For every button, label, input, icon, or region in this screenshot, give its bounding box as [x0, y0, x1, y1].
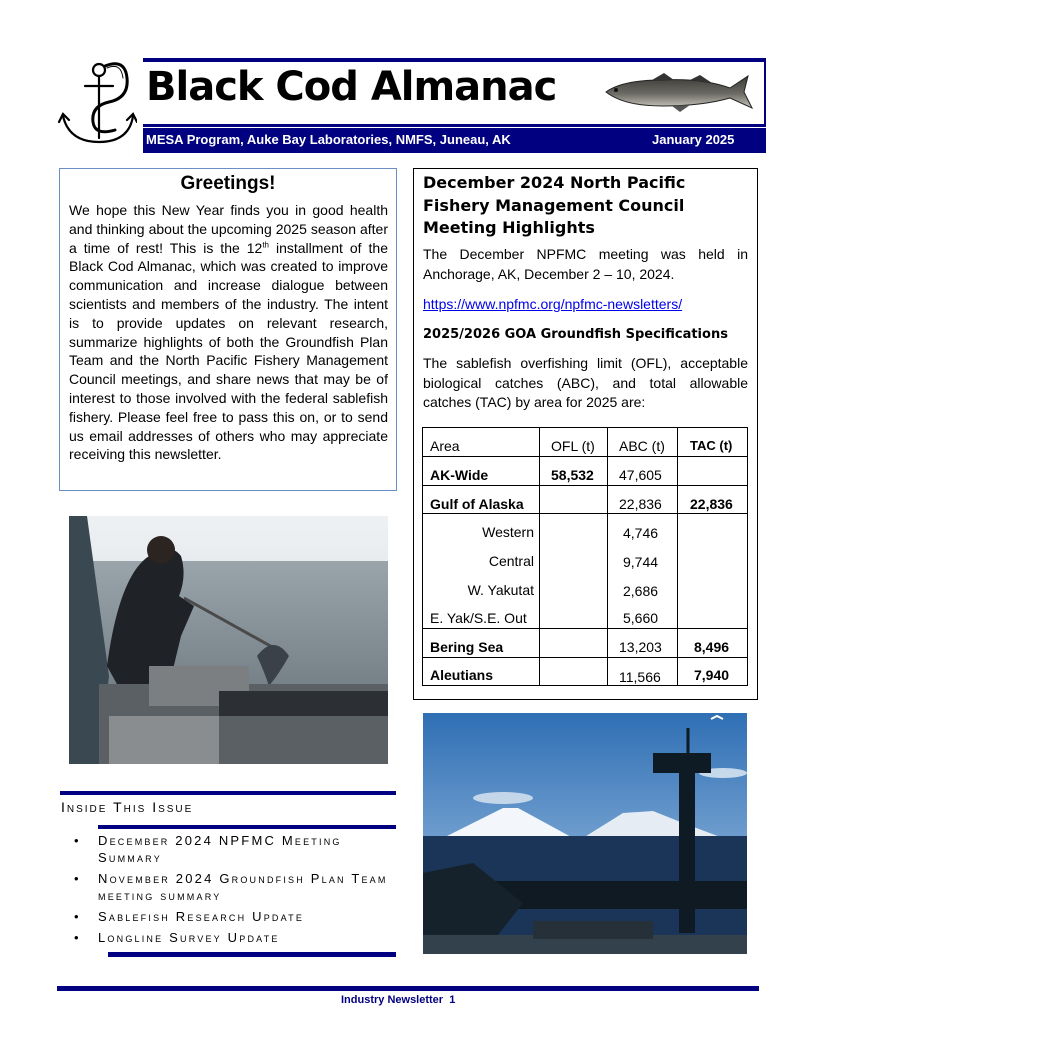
npfmc-paragraph: The December NPFMC meeting was held in Anchorage, AK, December 2 – 10, 2024. — [423, 246, 748, 282]
table-rule — [539, 427, 540, 686]
table-header: TAC (t) — [690, 438, 733, 453]
table-cell-area: Central — [488, 553, 534, 569]
greetings-text-2: installment of the Black Cod Almanac, which was created to improve communication and increase dialogue between scientists and members of the industry. The intent is to provide updates on relevant research, summarize highlights of both the Groundfish Plan Team and the North Pacific Fishery Management Council meetings, and share news that may be of interest to those involved with the federal sablefish fishery. Please feel free to pass this on, or to send us email addresses of others who may appreciate receiving this newsletter. — [69, 239, 388, 463]
npfmc-newsletter-link[interactable]: https://www.npfmc.org/npfmc-newsletters/ — [423, 296, 683, 312]
table-cell-abc: 4,746 — [623, 525, 659, 541]
table-rule — [422, 456, 748, 457]
greetings-superscript: th — [262, 239, 269, 249]
inside-issue-item[interactable]: • December 2024 NPFMC Meeting Summary — [74, 832, 404, 866]
table-rule — [422, 427, 423, 686]
table-cell-abc: 47,605 — [619, 467, 662, 483]
table-rule — [677, 427, 678, 686]
inside-issue-heading: Inside This Issue — [61, 799, 194, 815]
sablefish-icon — [602, 70, 754, 112]
table-cell-ofl: 58,532 — [551, 467, 594, 483]
inside-issue-bottom-rule — [108, 952, 396, 957]
table-rule — [422, 628, 748, 629]
inside-issue-item[interactable]: • November 2024 Groundfish Plan Team meeting summary — [74, 870, 404, 904]
table-cell-abc: 2,686 — [623, 583, 659, 599]
fisherman-photo — [69, 516, 388, 764]
table-rule — [422, 427, 748, 428]
table-cell-area: Bering Sea — [430, 639, 504, 655]
table-cell-area: Western — [482, 524, 534, 540]
footer-rule — [57, 986, 759, 991]
masthead-date: January 2025 — [652, 132, 735, 147]
inside-issue-list — [74, 832, 404, 950]
table-cell-tac: 8,496 — [694, 639, 730, 655]
anchor-icon — [55, 58, 137, 150]
table-rule — [607, 427, 608, 686]
table-cell-abc: 13,203 — [619, 639, 662, 655]
table-cell-area: Aleutians — [430, 667, 494, 683]
inside-issue-top-rule — [60, 791, 396, 795]
table-cell-area: Gulf of Alaska — [430, 496, 524, 512]
specs-heading: 2025/2026 GOA Groundfish Specifications — [423, 327, 728, 342]
table-header: ABC (t) — [619, 438, 665, 454]
greetings-title: Greetings! — [180, 173, 276, 194]
table-rule — [422, 485, 748, 486]
table-cell-abc: 11,566 — [619, 669, 661, 685]
table-rule — [422, 657, 748, 658]
table-header: OFL (t) — [551, 438, 595, 454]
table-cell-area: E. Yak/S.E. Out — [430, 610, 527, 626]
ship-volcano-photo — [423, 713, 747, 954]
table-rule — [747, 427, 748, 686]
table-cell-abc: 22,836 — [619, 496, 662, 512]
inside-issue-item[interactable]: • Sablefish Research Update — [74, 908, 404, 925]
page-number: 1 — [449, 994, 456, 1006]
specs-paragraph: The sablefish overfishing limit (OFL), acceptable biological catches (ABC), and total allowable catches (TAC) by area for 2025 are: — [423, 355, 748, 410]
table-rule — [422, 685, 748, 686]
table-cell-tac: 22,836 — [690, 496, 733, 512]
inside-issue-mid-rule — [98, 825, 396, 829]
greetings-text-1: We hope this New Year finds you in good health and thinking about the upcoming 2025 season after a time of rest! This is the 12 — [69, 202, 388, 256]
inside-issue-item[interactable]: • Longline Survey Update — [74, 929, 404, 946]
newsletter-title: Black Cod Almanac — [146, 64, 557, 110]
table-cell-area: AK-Wide — [430, 467, 489, 483]
catch-limits-table — [422, 427, 748, 686]
table-rule — [422, 513, 748, 514]
greetings-body — [69, 201, 388, 464]
table-cell-tac: 7,940 — [694, 667, 730, 683]
masthead-organization: MESA Program, Auke Bay Laboratories, NMFS, Juneau, AK — [146, 132, 511, 147]
table-cell-abc: 9,744 — [623, 554, 659, 570]
footer-label: Industry Newsletter — [341, 994, 444, 1006]
table-header: Area — [430, 438, 460, 454]
npfmc-title: December 2024 North Pacific Fishery Management Council Meeting Highlights — [423, 173, 686, 237]
table-cell-abc: 5,660 — [623, 610, 659, 626]
footer — [341, 994, 455, 1006]
table-cell-area: W. Yakutat — [467, 582, 534, 598]
